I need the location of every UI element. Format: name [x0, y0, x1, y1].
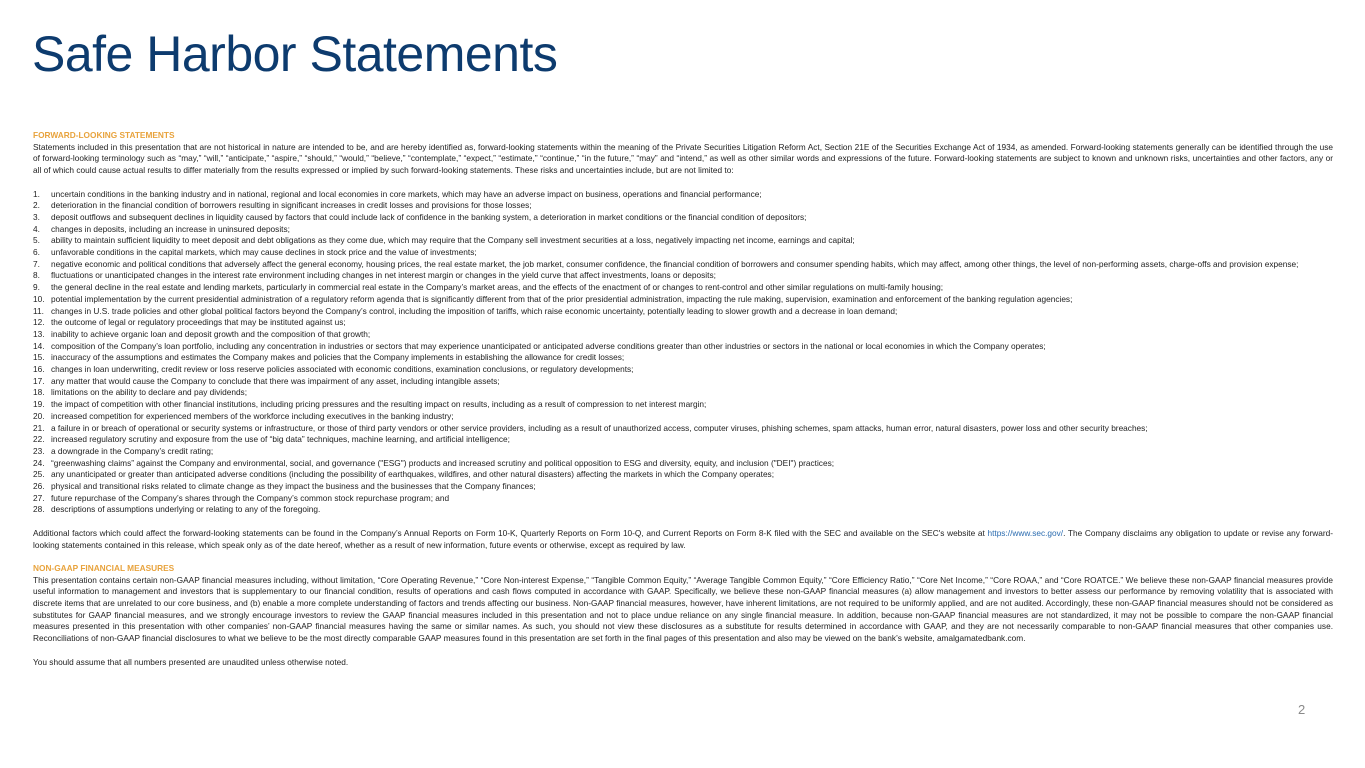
risk-factor-number: 2. [33, 200, 40, 211]
risk-factor-item [33, 446, 1333, 458]
risk-factor-item [33, 376, 1333, 388]
risk-factor-item [33, 200, 1333, 212]
risk-factor-text: negative economic and political conditions that adversely affect the general economy, housing prices, the real estate market, the job market, consumer confidence, the financial condition of borrowers and consumer spending habits, which may affect, among other things, the level of non-performing assets, charge-offs and provision expense; [51, 258, 1299, 269]
risk-factor-text: composition of the Company’s loan portfolio, including any concentration in industries or sectors that may experience unanticipated or anticipated adverse conditions greater than other industries or sectors in the national or local economies in which the Company operates; [51, 340, 1046, 351]
risk-factor-text: inability to achieve organic loan and deposit growth and the composition of that growth; [51, 328, 371, 339]
risk-factor-number: 3. [33, 211, 40, 222]
risk-factor-number: 28. [33, 504, 45, 515]
risk-factor-number: 11. [33, 305, 44, 316]
page-title: Safe Harbor Statements [32, 26, 558, 82]
risk-factor-text: the impact of competition with other financial institutions, including pricing pressures and the resulting impact on results, including as a result of compression to net interest margin; [51, 399, 707, 410]
risk-factor-item [33, 317, 1333, 329]
risk-factor-text: a failure in or breach of operational or security systems or infrastructure, or those of third party vendors or other service providers, including as a result of unauthorized access, computer viruses, phishing schemes, spam attacks, human error, natural disasters, power loss and other security breaches; [51, 422, 1148, 433]
risk-factor-text: “greenwashing claims” against the Company and environmental, social, and governance ("ESG") products and increased scrutiny and political opposition to ESG and diversity, equity, and inclusion ("DEI") practices; [51, 457, 835, 468]
risk-factor-number: 22. [33, 434, 45, 445]
spacer [33, 645, 1333, 657]
safe-harbor-content [33, 130, 1333, 668]
risk-factor-item [33, 224, 1333, 236]
risk-factor-item [33, 329, 1333, 341]
risk-factor-text: future repurchase of the Company’s shares through the Company’s common stock repurchase program; and [51, 492, 450, 503]
risk-factor-number: 1. [33, 188, 40, 199]
risk-factor-item [33, 411, 1333, 423]
risk-factor-item [33, 493, 1333, 505]
risk-factor-item [33, 259, 1333, 271]
page-number: 2 [1298, 702, 1306, 717]
additional-factors-paragraph [33, 528, 1333, 551]
risk-factor-number: 12. [33, 317, 45, 328]
risk-factor-number: 19. [33, 399, 45, 410]
risk-factor-item [33, 423, 1333, 435]
risk-factor-number: 15. [33, 352, 45, 363]
risk-factor-number: 16. [33, 364, 45, 375]
risk-factor-text: uncertain conditions in the banking industry and in national, regional and local economies in core markets, which may have an adverse impact on business, operations and financial performance; [51, 188, 762, 199]
risk-factor-text: increased regulatory scrutiny and exposure from the use of “big data” techniques, machine learning, and artificial intelligence; [51, 434, 510, 445]
risk-factor-text: physical and transitional risks related to climate change as they impact the business and the businesses that the Company finances; [51, 481, 536, 492]
risk-factor-text: increased competition for experienced members of the workforce including executives in the banking industry; [51, 410, 454, 421]
risk-factor-number: 4. [33, 223, 40, 234]
risk-factor-item [33, 504, 1333, 516]
risk-factor-item [33, 469, 1333, 481]
spacer [33, 551, 1333, 563]
spacer [33, 516, 1333, 528]
risk-factor-item [33, 387, 1333, 399]
risk-factor-text: changes in deposits, including an increase in uninsured deposits; [51, 223, 290, 234]
risk-factor-item [33, 294, 1333, 306]
non-gaap-body: This presentation contains certain non-GAAP financial measures including, without limitation, “Core Operating Revenue,” “Core Non-interest Expense,” “Tangible Common Equity,” “Average Tangible Common Equity,” “Core Efficiency Ratio,” “Core Net Income,” “Core ROAA,” and “Core ROATCE.” We believe these non-GAAP financial measures provide useful information to management and investors that is supplementary to our financial condition, results of operations and cash flows computed in accordance with GAAP. Specifically, we believe these non-GAAP financial measures (a) allow management and investors to better assess our performance by removing volatility that is associated with discrete items that are unrelated to our core business, and (b) enable a more complete understanding of factors and trends affecting our business. Non-GAAP financial measures, however, have inherent limitations, are not required to be uniformly applied, and are not audited. Accordingly, these non-GAAP financial measures should not be considered as substitutes for GAAP financial measures, and we strongly encourage investors to review the GAAP financial measures included in this presentation and not to place undue reliance on any single financial measure. In addition, because non-GAAP financial measures are not standardized, it may not be possible to compare the non-GAAP financial measures presented in this presentation with other companies’ non-GAAP financial measures having the same or similar names. As such, you should not view these disclosures as a substitute for results determined in accordance with GAAP, and they are not necessarily comparable to non-GAAP financial measures that other companies use. Reconciliations of non-GAAP financial disclosures to what we believe to be the most directly comparable GAAP measures found in this presentation are set forth in the final pages of this presentation and also may be viewed on the bank’s website, amalgamatedbank.com. [33, 574, 1333, 644]
risk-factor-item [33, 434, 1333, 446]
risk-factor-number: 26. [33, 481, 45, 492]
risk-factor-number: 24. [33, 457, 45, 468]
risk-factor-text: ability to maintain sufficient liquidity to meet deposit and debt obligations as they come due, which may require that the Company sell investment securities at a loss, negatively impacting net income, earnings and capital; [51, 235, 855, 246]
risk-factor-item [33, 399, 1333, 411]
risk-factor-item [33, 341, 1333, 353]
risk-factor-number: 18. [33, 387, 45, 398]
risk-factor-text: the general decline in the real estate and lending markets, particularly in commercial real estate in the Company’s market areas, and the effects of the enactment of or changes to rent-control and other similar regulations on multi-family housing; [51, 282, 944, 293]
risk-factor-item [33, 306, 1333, 318]
risk-factor-text: changes in loan underwriting, credit review or loss reserve policies associated with economic conditions, examination conclusions, or regulatory developments; [51, 364, 634, 375]
risk-factor-text: unfavorable conditions in the capital markets, which may cause declines in stock price and the value of investments; [51, 247, 477, 258]
additional-factors-text-end: . The Company disclaims any obligation to update or revise any forward-looking statements contained in this release, which speak only as of the date hereof, whether as a result of new information, future events or otherwise, except as required by law. [33, 527, 1333, 550]
risk-factor-item [33, 458, 1333, 470]
risk-factor-number: 14. [33, 340, 45, 351]
risk-factor-number: 17. [33, 375, 45, 386]
risk-factor-number: 13. [33, 328, 45, 339]
risk-factor-item [33, 212, 1333, 224]
risk-factor-number: 9. [33, 282, 40, 293]
additional-factors-text: Additional factors which could affect the forward-looking statements can be found in the Company’s Annual Reports on Form 10-K, Quarterly Reports on Form 10-Q, and Current Reports on Form 8-K filed with the SEC and available on the SEC's website at [33, 527, 985, 538]
forward-looking-intro: Statements included in this presentation that are not historical in nature are intended to be, and are hereby identified as, forward-looking statements within the meaning of the Private Securities Litigation Reform Act, Section 21E of the Securities Exchange Act of 1934, as amended. Forward-looking statements generally can be identified through the use of forward-looking terminology such as “may,” “will,” “anticipate,” “aspire,” “should,” “would,” “believe,” “contemplate,” “expect,” “estimate,” “continue,” “in the future,” “may” and “intend,” as well as other similar words and expressions of the future. Forward-looking statements are subject to known and unknown risks, uncertainties and other factors, any or all of which could cause actual results to differ materially from the results expressed or implied by such forward-looking statements. These risks and uncertainties include, but are not limited to: [33, 141, 1333, 176]
sec-website-link[interactable]: https://www.sec.gov/ [987, 527, 1064, 538]
risk-factor-item [33, 247, 1333, 259]
risk-factor-number: 21. [33, 422, 45, 433]
risk-factor-text: a downgrade in the Company’s credit rating; [51, 445, 214, 456]
risk-factor-item [33, 235, 1333, 247]
risk-factor-text: deposit outflows and subsequent declines in liquidity caused by factors that could include lack of confidence in the banking system, a deterioration in market conditions or the financial condition of depositors; [51, 211, 807, 222]
risk-factor-number: 23. [33, 445, 45, 456]
risk-factor-text: changes in U.S. trade policies and other global political factors beyond the Company’s control, including the imposition of tariffs, which raise economic uncertainty, potentially leading to slower growth and a decrease in loan demand; [51, 305, 898, 316]
risk-factor-text: fluctuations or unanticipated changes in the interest rate environment including changes in net interest margin or changes in the yield curve that affect investments, loans or deposits; [51, 270, 716, 281]
risk-factor-item [33, 364, 1333, 376]
risk-factor-text: the outcome of legal or regulatory proceedings that may be instituted against us; [51, 317, 346, 328]
risk-factor-number: 5. [33, 235, 40, 246]
risk-factor-text: descriptions of assumptions underlying or relating to any of the foregoing. [51, 504, 321, 515]
unaudited-note: You should assume that all numbers presented are unaudited unless otherwise noted. [33, 656, 349, 667]
risk-factor-item [33, 352, 1333, 364]
risk-factor-text: deterioration in the financial condition of borrowers resulting in significant increases in credit losses and provisions for those losses; [51, 200, 532, 211]
forward-looking-heading: FORWARD-LOOKING STATEMENTS [33, 130, 175, 140]
spacer [33, 177, 1333, 189]
risk-factor-number: 10. [33, 293, 45, 304]
risk-factor-text: any unanticipated or greater than anticipated adverse conditions (including the possibility of earthquakes, wildfires, and other natural disasters) affecting the markets in which the Company operates; [51, 469, 775, 480]
risk-factor-number: 27. [33, 492, 45, 503]
risk-factor-number: 7. [33, 258, 40, 269]
non-gaap-heading: NON-GAAP FINANCIAL MEASURES [33, 562, 175, 573]
risk-factor-item [33, 282, 1333, 294]
risk-factor-number: 8. [33, 270, 40, 281]
risk-factor-item [33, 481, 1333, 493]
risk-factor-item [33, 270, 1333, 282]
risk-factor-text: any matter that would cause the Company to conclude that there was impairment of any asset, including intangible assets; [51, 375, 500, 386]
risk-factor-text: potential implementation by the current presidential administration of a regulatory reform agenda that is significantly different from that of the prior presidential administration, impacting the rule making, supervision, examination and enforcement of the banking regulation agencies; [51, 293, 1073, 304]
risk-factor-text: limitations on the ability to declare and pay dividends; [51, 387, 248, 398]
risk-factor-number: 6. [33, 247, 40, 258]
risk-factor-number: 20. [33, 410, 45, 421]
risk-factor-text: inaccuracy of the assumptions and estimates the Company makes and policies that the Company implements in establishing the allowance for credit losses; [51, 352, 625, 363]
risk-factor-list [33, 189, 1333, 517]
risk-factor-item [33, 189, 1333, 201]
risk-factor-number: 25. [33, 469, 45, 480]
